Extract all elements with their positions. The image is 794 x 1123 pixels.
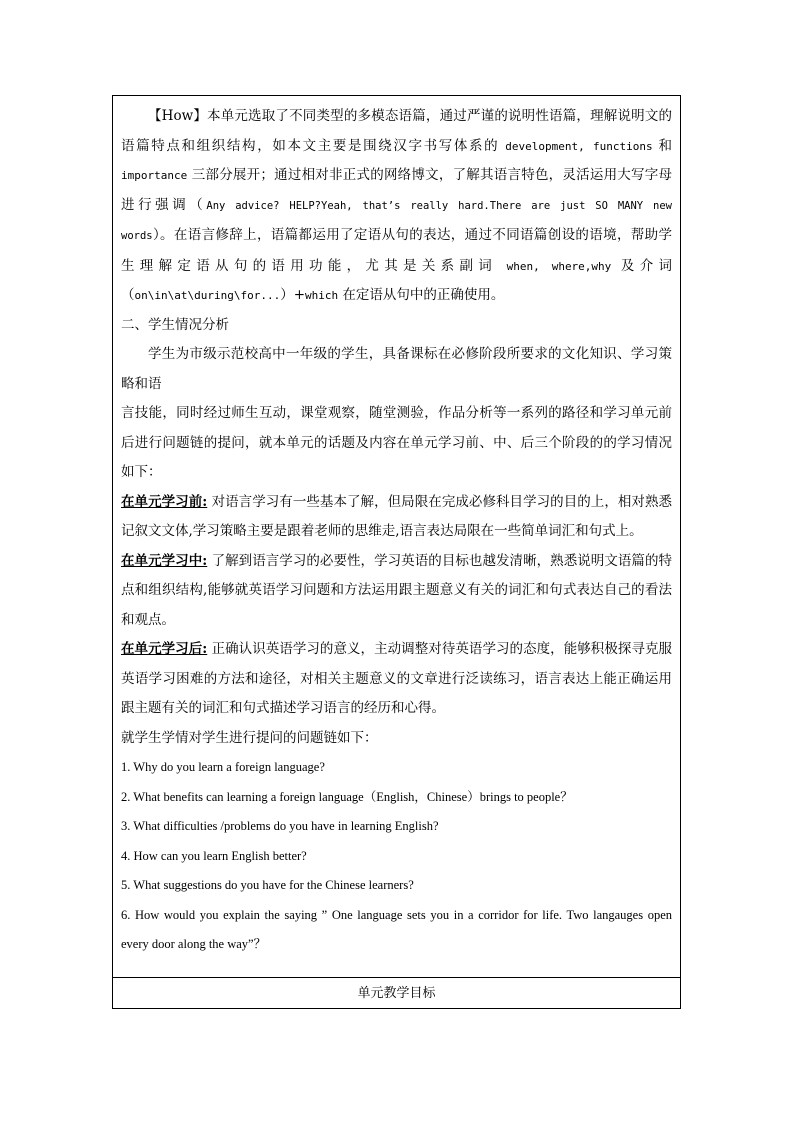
question-item-6: 6. How would you explain the saying ” One language sets you in a corridor for life. Two langauges open every door along the way”？ [121, 907, 672, 951]
question-item-2: 2. What benefits can learning a foreign language（English，Chinese）brings to people？ [121, 789, 573, 804]
during-unit-label: 在单元学习中: [121, 552, 208, 569]
student-intro-line1: 学生为市级示范校高中一年级的学生，具备课标在必修阶段所要求的文化知识、学习策略和语 [121, 346, 672, 392]
before-unit-label: 在单元学习前: [121, 493, 208, 510]
question-item-5: 5. What suggestions do you have for the Chinese learners? [121, 878, 414, 892]
how-paragraph: 【How】本单元选取了不同类型的多模态语篇，通过严谨的说明性语篇，理解说明文的语篇特点和组织结构，如本文主要是围绕汉字书写体系的 development, functions 和 importance 三部分展开；通过相对非正式的网络博文，了解其语言特色，灵活运用大写字母进行强调（Any advice? HELP?Yeah, that’s really hard.There are just SO MANY new words）。在语言修辞上，语篇都运用了定语从句的表达，通过不同语篇创设的语境，帮助学生理解定语从句的语用功能，尤其是关系副词 when, where,why 及介词（on\in\at\during\for...）+which 在定语从句中的正确使用。 [121, 108, 673, 303]
question-chain-intro: 就学生学情对学生进行提问的问题链如下： [121, 729, 378, 746]
after-unit-paragraph: 在单元学习后: 正确认识英语学习的意义，主动调整对待英语学习的态度，能够积极探寻克服英语学习困难的方法和途径，对相关主题意义的文章进行泛读练习，语言表达上能正确运用跟主题有关的词汇和句式描述学习语言的经历和心得。 [121, 641, 673, 716]
unit-teaching-goals-header: 单元教学目标 [357, 986, 436, 1001]
student-analysis-heading: 二、学生情况分析 [121, 316, 229, 333]
unit-analysis-table [112, 95, 681, 1009]
student-intro-line2: 言技能，同时经过师生互动，课堂观察，随堂测验，作品分析等一系列的路径和学习单元前后进行问题链的提问，就本单元的话题及内容在单元学习前、中、后三个阶段的的学习情况如下： [121, 405, 672, 480]
analysis-content-cell [113, 96, 680, 978]
during-unit-paragraph: 在单元学习中: 了解到语言学习的必要性，学习英语的目标也越发清晰，熟悉说明文语篇的特点和组织结构,能够就英语学习问题和方法运用跟主题意义有关的词汇和句式表达自己的看法和观点。 [121, 552, 673, 628]
how-label: 【How】 [148, 108, 208, 124]
question-item-4: 4. How can you learn English better? [121, 848, 307, 863]
before-unit-paragraph: 在单元学习前: 对语言学习有一些基本了解，但局限在完成必修科目学习的目的上，相对熟悉记叙文文体,学习策略主要是跟着老师的思维走,语言表达局限在一些简单词汇和句式上。 [121, 493, 673, 539]
question-item-1: 1. Why do you learn a foreign language? [121, 760, 325, 774]
question-item-3: 3. What difficulties /problems do you have in learning English? [121, 819, 439, 833]
after-unit-label: 在单元学习后: [121, 641, 208, 657]
